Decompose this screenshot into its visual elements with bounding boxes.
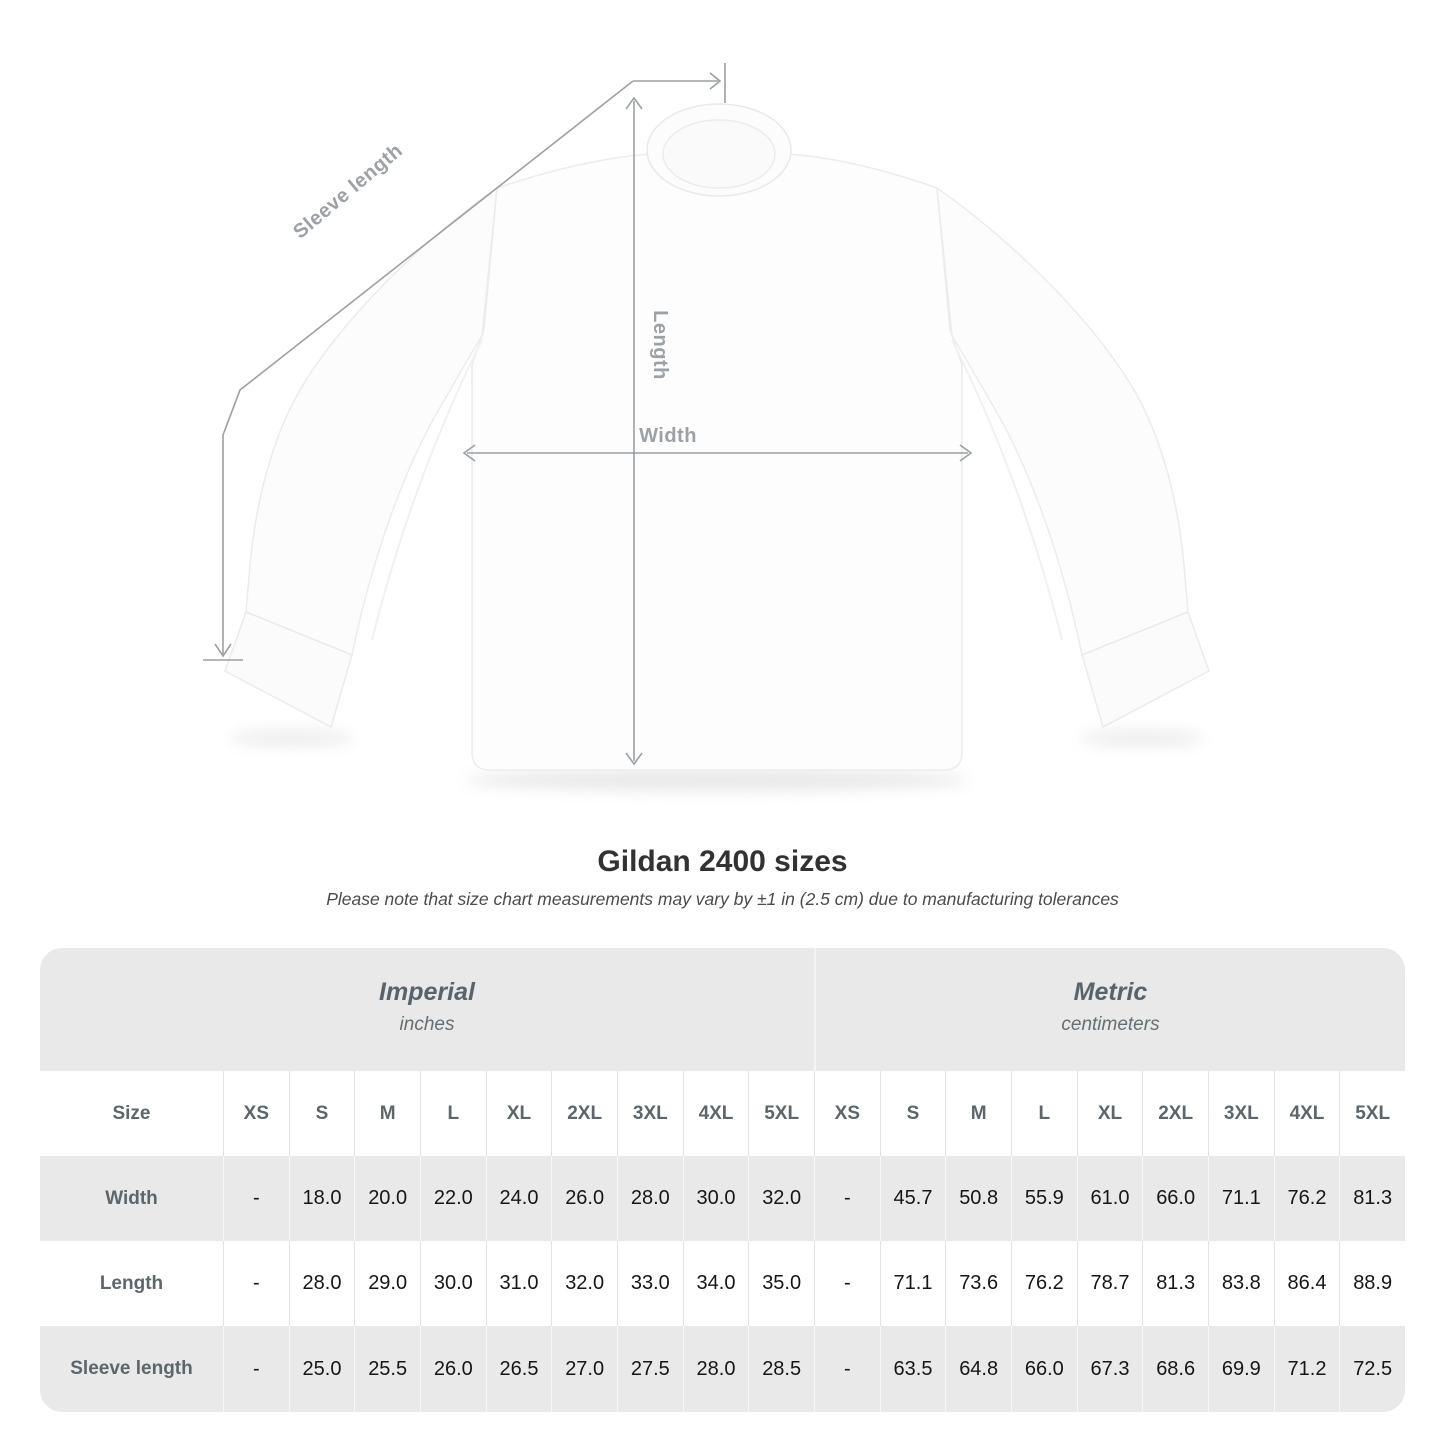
value-cell: 71.1: [880, 1241, 946, 1326]
value-cell: 88.9: [1339, 1241, 1405, 1326]
size-table: [40, 948, 1405, 1412]
value-cell: 29.0: [354, 1241, 420, 1326]
size-col-header: 5XL: [748, 1071, 814, 1156]
metric-units: centimeters: [1061, 1013, 1160, 1035]
value-cell: 20.0: [354, 1156, 420, 1241]
row-label-sleeve-length: Sleeve length: [40, 1326, 223, 1412]
value-cell: 86.4: [1274, 1241, 1340, 1326]
value-cell: 71.2: [1274, 1326, 1340, 1412]
shirt-body: [472, 123, 962, 770]
sleeve-length-label: Sleeve length: [289, 139, 408, 244]
size-col-header: XS: [223, 1071, 289, 1156]
length-label: Length: [649, 310, 671, 380]
value-cell: 78.7: [1077, 1241, 1143, 1326]
value-cell: 67.3: [1077, 1326, 1143, 1412]
right-cuff-shadow: [1080, 729, 1204, 747]
value-cell: 32.0: [551, 1241, 617, 1326]
value-cell: 18.0: [289, 1156, 355, 1241]
value-cell: 64.8: [945, 1326, 1011, 1412]
value-cell: 61.0: [1077, 1156, 1143, 1241]
value-cell: 31.0: [486, 1241, 552, 1326]
left-cuff-shadow: [230, 729, 354, 747]
value-cell: 81.3: [1339, 1156, 1405, 1241]
size-col-header: 2XL: [1142, 1071, 1208, 1156]
value-cell: 26.0: [551, 1156, 617, 1241]
value-cell: 73.6: [945, 1241, 1011, 1326]
value-cell: 71.1: [1208, 1156, 1274, 1241]
shirt-illustration: [225, 104, 1209, 770]
value-cell: 45.7: [880, 1156, 946, 1241]
size-col-header: M: [354, 1071, 420, 1156]
size-col-header: XS: [814, 1071, 880, 1156]
size-col-header: 4XL: [1274, 1071, 1340, 1156]
size-col-header: M: [945, 1071, 1011, 1156]
value-cell: -: [814, 1241, 880, 1326]
value-cell: -: [223, 1156, 289, 1241]
page-title: Gildan 2400 sizes: [597, 845, 848, 878]
metric-title: Metric: [1073, 977, 1148, 1006]
imperial-units: inches: [399, 1013, 455, 1035]
width-label: Width: [639, 425, 697, 447]
imperial-title: Imperial: [379, 977, 475, 1006]
value-cell: 27.5: [617, 1326, 683, 1412]
value-cell: 33.0: [617, 1241, 683, 1326]
value-cell: 25.0: [289, 1326, 355, 1412]
value-cell: 28.0: [289, 1241, 355, 1326]
value-cell: 26.5: [486, 1326, 552, 1412]
row-label-width: Width: [40, 1156, 223, 1241]
value-cell: -: [814, 1156, 880, 1241]
value-cell: 66.0: [1011, 1326, 1077, 1412]
page-subtitle: Please note that size chart measurements may vary by ±1 in (2.5 cm) due to manufacturing tolerances: [326, 889, 1119, 909]
imperial-section-header: [40, 948, 814, 1071]
value-cell: 28.0: [617, 1156, 683, 1241]
left-sleeve: [246, 188, 497, 655]
row-label-length: Length: [99, 1272, 164, 1294]
value-cell: 26.0: [420, 1326, 486, 1412]
collar-inner: [663, 120, 775, 188]
value-cell: 50.8: [945, 1156, 1011, 1241]
metric-section-header: [814, 948, 1405, 1071]
value-cell: 22.0: [420, 1156, 486, 1241]
size-col-header: 3XL: [1208, 1071, 1274, 1156]
value-cell: 83.8: [1208, 1241, 1274, 1326]
size-col-header: XL: [486, 1071, 552, 1156]
size-col-header: S: [880, 1071, 946, 1156]
value-cell: 27.0: [551, 1326, 617, 1412]
size-col-header: 5XL: [1339, 1071, 1405, 1156]
value-cell: 32.0: [748, 1156, 814, 1241]
value-cell: 68.6: [1142, 1326, 1208, 1412]
value-cell: 34.0: [683, 1241, 749, 1326]
right-sleeve: [937, 188, 1188, 655]
value-cell: 76.2: [1274, 1156, 1340, 1241]
value-cell: 69.9: [1208, 1326, 1274, 1412]
hem-shadow: [465, 769, 969, 791]
value-cell: 25.5: [354, 1326, 420, 1412]
value-cell: 66.0: [1142, 1156, 1208, 1241]
value-cell: 81.3: [1142, 1241, 1208, 1326]
value-cell: 28.5: [748, 1326, 814, 1412]
value-cell: -: [223, 1241, 289, 1326]
size-col-header: 2XL: [551, 1071, 617, 1156]
value-cell: 72.5: [1339, 1326, 1405, 1412]
size-col-header: 4XL: [683, 1071, 749, 1156]
value-cell: 63.5: [880, 1326, 946, 1412]
value-cell: -: [223, 1326, 289, 1412]
size-col-header: L: [1011, 1071, 1077, 1156]
value-cell: 28.0: [683, 1326, 749, 1412]
value-cell: 24.0: [486, 1156, 552, 1241]
value-cell: 55.9: [1011, 1156, 1077, 1241]
value-cell: -: [814, 1326, 880, 1412]
size-col-header: S: [289, 1071, 355, 1156]
size-col-header: XL: [1077, 1071, 1143, 1156]
size-col-header: 3XL: [617, 1071, 683, 1156]
value-cell: 30.0: [683, 1156, 749, 1241]
size-col-header: L: [420, 1071, 486, 1156]
value-cell: 76.2: [1011, 1241, 1077, 1326]
value-cell: 30.0: [420, 1241, 486, 1326]
size-column-header: Size: [112, 1102, 151, 1124]
value-cell: 35.0: [748, 1241, 814, 1326]
